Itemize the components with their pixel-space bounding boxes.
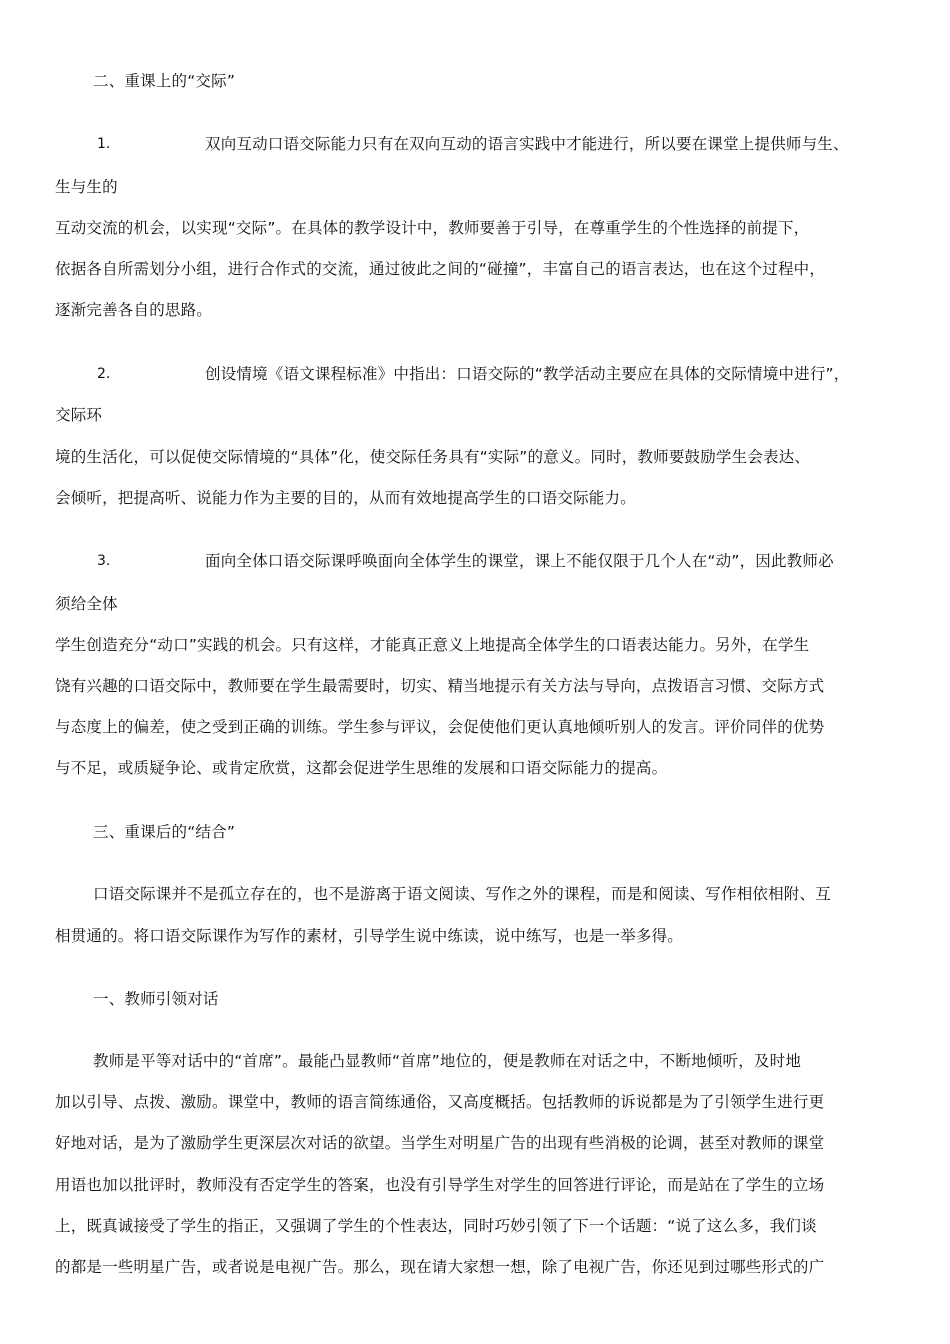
paragraph-line: 与不足，或质疑争论、或肯定欣赏，这都会促进学生思维的发展和口语交际能力的提高。 xyxy=(55,759,668,777)
item-number: 1. xyxy=(97,136,111,152)
item-first-line: 创设情境《语文课程标准》中指出：口语交际的“教学活动主要应在具体的交际情境中进行”， xyxy=(205,365,850,383)
paragraph-line: 学生创造充分“动口”实践的机会。只有这样，才能真正意义上地提高全体学生的口语表达能力。另外，在学生 xyxy=(55,636,810,654)
paragraph-line: 依据各自所需划分小组，进行合作式的交流，通过彼此之间的“碰撞”，丰富自己的语言表达，也在这个过程中， xyxy=(55,260,826,278)
paragraph-line: 的都是一些明星广告，或者说是电视广告。那么，现在请大家想一想，除了电视广告，你还见到过哪些形式的广 xyxy=(55,1258,825,1276)
paragraph-line: 生与生的 xyxy=(55,178,118,196)
item-number: 2. xyxy=(97,366,111,382)
paragraph-line: 用语也加以批评时，教师没有否定学生的答案，也没有引导学生对学生的回答进行评论，而是站在了学生的立场 xyxy=(55,1176,825,1194)
item-first-line: 面向全体口语交际课呼唤面向全体学生的课堂，课上不能仅限于几个人在“动”，因此教师必 xyxy=(205,552,834,570)
paragraph-line: 相贯通的。将口语交际课作为写作的素材，引导学生说中练读，说中练写，也是一举多得。 xyxy=(55,927,684,945)
paragraph-line: 加以引导、点拨、激励。课堂中，教师的语言简练通俗，又高度概括。包括教师的诉说都是为了引领学生进行更 xyxy=(55,1093,825,1111)
paragraph-line: 口语交际课并不是孤立存在的，也不是游离于语文阅读、写作之外的课程，而是和阅读、写作相依相附、互 xyxy=(93,885,831,903)
item-first-line: 双向互动口语交际能力只有在双向互动的语言实践中才能进行，所以要在课堂上提供师与生、 xyxy=(205,135,849,153)
paragraph-line: 上，既真诚接受了学生的指正，又强调了学生的个性表达，同时巧妙引领了下一个话题：“说了这么多，我们谈 xyxy=(55,1217,817,1235)
section-heading: 一、教师引领对话 xyxy=(93,990,219,1008)
paragraph-line: 须给全体 xyxy=(55,595,118,613)
paragraph-line: 互动交流的机会，以实现“交际”。在具体的教学设计中，教师要善于引导，在尊重学生的个性选择的前提下， xyxy=(55,219,810,237)
paragraph-line: 教师是平等对话中的“首席”。最能凸显教师“首席”地位的，便是教师在对话之中，不断地倾听，及时地 xyxy=(93,1052,802,1070)
paragraph-line: 好地对话，是为了激励学生更深层次对话的欲望。当学生对明星广告的出现有些消极的论调，甚至对教师的课堂 xyxy=(55,1134,825,1152)
section-heading: 二、重课上的“交际” xyxy=(93,72,236,90)
paragraph-line: 会倾听，把提高听、说能力作为主要的目的，从而有效地提高学生的口语交际能力。 xyxy=(55,489,636,507)
section-heading: 三、重课后的“结合” xyxy=(93,823,236,841)
paragraph-line: 饶有兴趣的口语交际中，教师要在学生最需要时，切实、精当地提示有关方法与导向，点拨语言习惯、交际方式 xyxy=(55,677,825,695)
paragraph-line: 境的生活化，可以促使交际情境的“具体”化，使交际任务具有“实际”的意义。同时，教师要鼓励学生会表达、 xyxy=(55,448,811,466)
paragraph-line: 逐渐完善各自的思路。 xyxy=(55,301,213,319)
paragraph-line: 与态度上的偏差，使之受到正确的训练。学生参与评议，会促使他们更认真地倾听别人的发言。评价同伴的优势 xyxy=(55,718,825,736)
paragraph-line: 交际环 xyxy=(55,406,103,424)
item-number: 3. xyxy=(97,553,111,569)
